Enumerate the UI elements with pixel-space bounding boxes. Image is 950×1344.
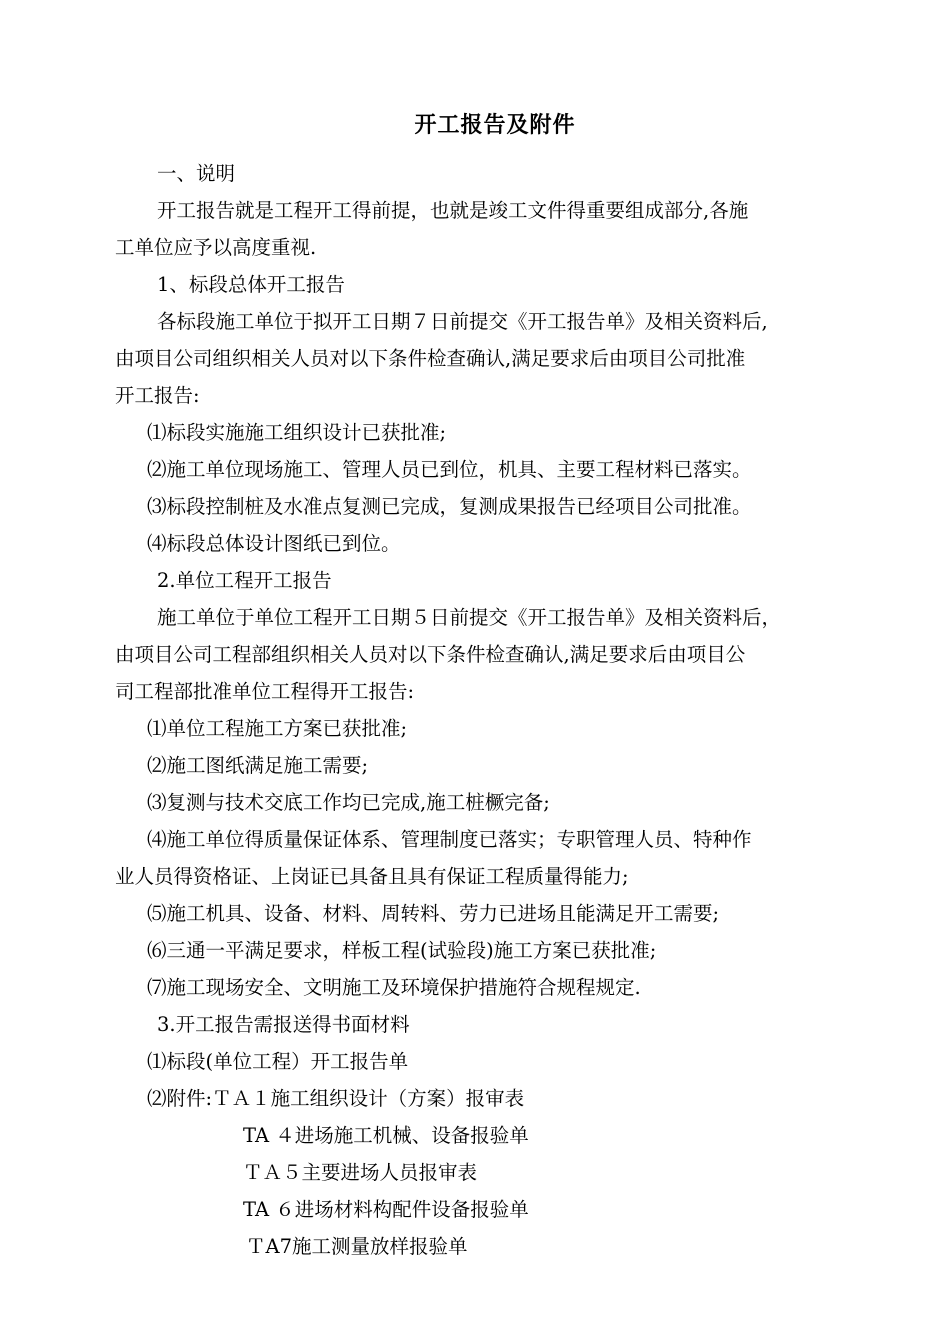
text-line: 业人员得资格证、上岗证已具备且具有保证工程质量得能力;	[115, 865, 629, 888]
text-line: ⑹三通一平满足要求，样板工程(试验段)施工方案已获批准;	[147, 939, 657, 962]
text-line: 由项目公司组织相关人员对以下条件检查确认,满足要求后由项目公司批准	[115, 347, 746, 370]
text-line: ＴＡ５主要进场人员报审表	[243, 1161, 478, 1184]
text-line: 一、说明	[157, 162, 236, 185]
text-line: ⑵施工单位现场施工、管理人员已到位，机具、主要工程材料已落实。	[147, 458, 752, 481]
text-line: ⑷标段总体设计图纸已到位。	[147, 532, 401, 555]
text-line: ⑴单位工程施工方案已获批准;	[147, 717, 408, 740]
text-line: 1、标段总体开工报告	[157, 273, 345, 296]
text-line: ⑸施工机具、设备、材料、周转料、劳力已进场且能满足开工需要;	[147, 902, 720, 925]
text-line: ⑷施工单位得质量保证体系、管理制度已落实；专职管理人员、特种作	[147, 828, 752, 851]
text-line: 由项目公司工程部组织相关人员对以下条件检查确认,满足要求后由项目公	[115, 643, 746, 666]
document-title: 开工报告及附件	[414, 113, 576, 138]
text-line: ⑴标段实施施工组织设计已获批准;	[147, 421, 447, 444]
text-line: 司工程部批准单位工程得开工报告:	[115, 680, 415, 703]
text-line: ⑶复测与技术交底工作均已完成,施工桩橛完备;	[147, 791, 550, 814]
text-line: 3.开工报告需报送得书面材料	[157, 1013, 410, 1036]
text-line: 开工报告:	[115, 384, 200, 407]
text-line: 开工报告就是工程开工得前提，也就是竣工文件得重要组成部分,各施	[157, 199, 749, 222]
text-line: ⑵附件:ＴＡ１施工组织设计（方案）报审表	[147, 1087, 525, 1110]
text-line: ＴA7施工测量放样报验单	[246, 1235, 468, 1258]
text-line: 2.单位工程开工报告	[157, 569, 332, 592]
text-line: ⑺施工现场安全、文明施工及环境保护措施符合规程规定.	[147, 976, 641, 999]
text-line: TA ６进场材料构配件设备报验单	[243, 1198, 529, 1221]
document-body	[115, 155, 860, 1265]
text-line: 各标段施工单位于拟开工日期７日前提交《开工报告单》及相关资料后,	[157, 310, 768, 333]
text-line: ⑵施工图纸满足施工需要;	[147, 754, 369, 777]
text-line: ⑶标段控制桩及水准点复测已完成，复测成果报告已经项目公司批准。	[147, 495, 752, 518]
text-line: 工单位应予以高度重视.	[115, 236, 317, 259]
text-line: TA ４进场施工机械、设备报验单	[243, 1124, 529, 1147]
text-line: ⑴标段(单位工程）开工报告单	[147, 1050, 409, 1073]
text-line: 施工单位于单位工程开工日期５日前提交《开工报告单》及相关资料后，	[157, 606, 782, 629]
